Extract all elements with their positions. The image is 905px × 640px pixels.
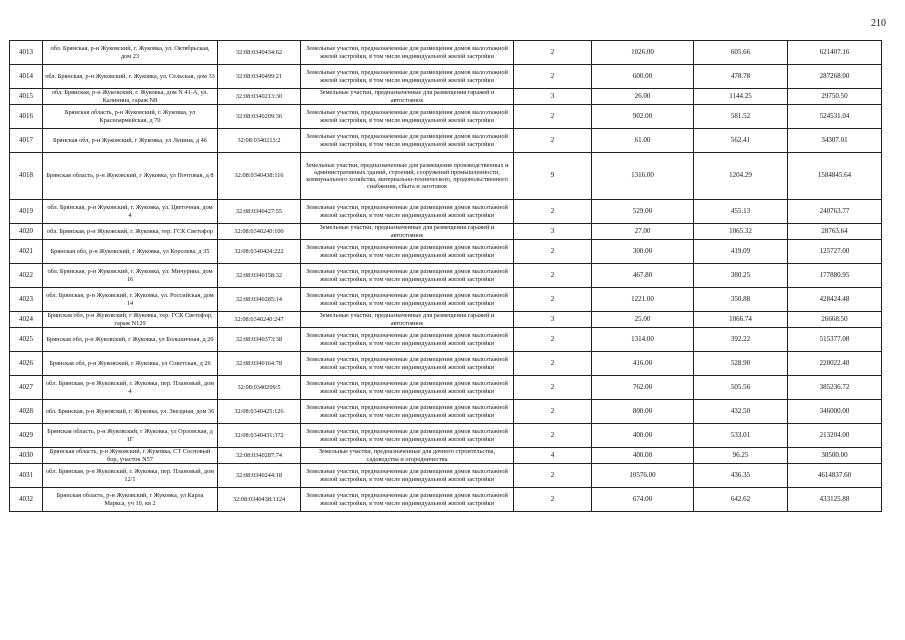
- row-number: 4029: [10, 424, 43, 448]
- row-number: 4026: [10, 352, 43, 376]
- cadastral-number-cell: 32:08:0340213:30: [218, 89, 301, 105]
- cadastral-value-cell: 621407.16: [788, 41, 882, 65]
- group-cell: 2: [514, 352, 592, 376]
- table-row: [10, 288, 882, 312]
- unit-value-cell: 419.09: [694, 240, 788, 264]
- cadastral-value-cell: 26668.50: [788, 312, 882, 328]
- group-cell: 2: [514, 376, 592, 400]
- group-cell: 2: [514, 41, 592, 65]
- unit-value-cell: 96.25: [694, 448, 788, 464]
- row-number: 4025: [10, 328, 43, 352]
- land-use-cell: Земельные участки, предназначенные для дачного строительства, садоводства и огородничества: [301, 448, 514, 464]
- cadastral-number-cell: 32:08:0340425:126: [218, 400, 301, 424]
- area-cell: 762.00: [592, 376, 694, 400]
- group-cell: 2: [514, 464, 592, 488]
- area-cell: 902.00: [592, 105, 694, 129]
- cadastral-number-cell: 32:08:0340438:116: [218, 153, 301, 200]
- land-use-cell: Земельные участки, предназначенные для размещения домов малоэтажной жилой застройки, в том числе индивидуальной жилой застройки: [301, 240, 514, 264]
- group-cell: 2: [514, 129, 592, 153]
- row-number: 4024: [10, 312, 43, 328]
- table-row: [10, 376, 882, 400]
- address-cell: Брянская область, р-н Жуковский, г Жуковка, СТ Сосновый бор, участок N57: [43, 448, 218, 464]
- address-cell: Брянская область, р-н Жуковский, г Жуковка, ул Орловская, д 1Г: [43, 424, 218, 448]
- land-use-cell: Земельные участки, предназначенные для размещения домов малоэтажной жилой застройки, в том числе индивидуальной жилой застройки: [301, 352, 514, 376]
- cadastral-value-cell: 4614837.60: [788, 464, 882, 488]
- table-row: [10, 65, 882, 89]
- area-cell: 400.00: [592, 448, 694, 464]
- group-cell: 2: [514, 65, 592, 89]
- cadastral-value-cell: 524531.04: [788, 105, 882, 129]
- cadastral-value-cell: 515377.08: [788, 328, 882, 352]
- table-row: [10, 41, 882, 65]
- area-cell: 800.00: [592, 400, 694, 424]
- unit-value-cell: 642.62: [694, 488, 788, 512]
- table-row: [10, 448, 882, 464]
- table-row: [10, 424, 882, 448]
- address-cell: Брянская область, р-н Жуковский, г Жуковка, ул Карла Маркса, уч 10, кв 2: [43, 488, 218, 512]
- address-cell: Брянская область, р-н Жуковский, г Жуковка, ул Почтовая, д 8: [43, 153, 218, 200]
- cadastral-number-cell: 32:08:0340285:14: [218, 288, 301, 312]
- unit-value-cell: 581.52: [694, 105, 788, 129]
- address-cell: Брянская область, р-н Жуковский, г. Жуковка, ул Красноармейская, д 70: [43, 105, 218, 129]
- unit-value-cell: 528.90: [694, 352, 788, 376]
- cadastral-value-table: [9, 40, 882, 512]
- row-number: 4031: [10, 464, 43, 488]
- address-cell: обл. Брянская, р-н Жуковский, г. Жуковка, пер. Плановый, дом 4: [43, 376, 218, 400]
- table-row: [10, 200, 882, 224]
- group-cell: 2: [514, 264, 592, 288]
- cadastral-number-cell: 32:08:0340438:1124: [218, 488, 301, 512]
- unit-value-cell: 380.25: [694, 264, 788, 288]
- address-cell: обл. Брянская, р-н Жуковский, г. Жуковка, ул. Октябрьская, дом 23: [43, 41, 218, 65]
- land-use-cell: Земельные участки, предназначенные для размещения домов малоэтажной жилой застройки, в том числе индивидуальной жилой застройки: [301, 105, 514, 129]
- unit-value-cell: 392.22: [694, 328, 788, 352]
- land-use-cell: Земельные участки, предназначенные для размещения домов малоэтажной жилой застройки, в том числе индивидуальной жилой застройки: [301, 65, 514, 89]
- unit-value-cell: 455.13: [694, 200, 788, 224]
- table-row: [10, 312, 882, 328]
- cadastral-number-cell: 32:08:0340158:32: [218, 264, 301, 288]
- land-use-cell: Земельные участки, предназначенные для размещения домов малоэтажной жилой застройки, в том числе индивидуальной жилой застройки: [301, 328, 514, 352]
- group-cell: 2: [514, 488, 592, 512]
- land-use-cell: Земельные участки, предназначенные для размещения домов малоэтажной жилой застройки, в том числе индивидуальной жилой застройки: [301, 376, 514, 400]
- address-cell: Брянская обл, р-н Жуковский, г Жуковка, ул Королева, д 35: [43, 240, 218, 264]
- land-use-cell: Земельные участки, предназначенные для размещения домов малоэтажной жилой застройки, в том числе индивидуальной жилой застройки: [301, 464, 514, 488]
- unit-value-cell: 533.01: [694, 424, 788, 448]
- land-use-cell: Земельные участки, предназначенные для размещения домов малоэтажной жилой застройки, в том числе индивидуальной жилой застройки: [301, 288, 514, 312]
- cadastral-value-cell: 433125.88: [788, 488, 882, 512]
- row-number: 4022: [10, 264, 43, 288]
- table-row: [10, 240, 882, 264]
- unit-value-cell: 432.50: [694, 400, 788, 424]
- cadastral-number-cell: 32:08:0340244:18: [218, 464, 301, 488]
- cadastral-number-cell: 32:08:0340431:372: [218, 424, 301, 448]
- cadastral-value-cell: 1584845.64: [788, 153, 882, 200]
- area-cell: 600.00: [592, 65, 694, 89]
- row-number: 4014: [10, 65, 43, 89]
- address-cell: обл. Брянская, р-н Жуковский, г. Жуковка, тер. ГСК Светофор: [43, 224, 218, 240]
- table-row: [10, 224, 882, 240]
- unit-value-cell: 1144.25: [694, 89, 788, 105]
- land-use-cell: Земельные участки, предназначенные для размещения домов малоэтажной жилой застройки, в том числе индивидуальной жилой застройки: [301, 264, 514, 288]
- cadastral-value-cell: 385236.72: [788, 376, 882, 400]
- row-number: 4018: [10, 153, 43, 200]
- cadastral-value-cell: 428424.48: [788, 288, 882, 312]
- group-cell: 2: [514, 424, 592, 448]
- cadastral-number-cell: 32:08:0340434:62: [218, 41, 301, 65]
- land-use-cell: Земельные участки, предназначенные для размещения домов малоэтажной жилой застройки, в том числе индивидуальной жилой застройки: [301, 488, 514, 512]
- table-row: [10, 153, 882, 200]
- unit-value-cell: 505.56: [694, 376, 788, 400]
- area-cell: 1314.00: [592, 328, 694, 352]
- cadastral-number-cell: 32:08:0340373:38: [218, 328, 301, 352]
- area-cell: 25.00: [592, 312, 694, 328]
- cadastral-value-cell: 220022.40: [788, 352, 882, 376]
- address-cell: обл. Брянская, р-н Жуковский, г. Жуковка, ул. Цветочная, дом 4: [43, 200, 218, 224]
- address-cell: Брянская обл, р-н Жуковский, г Жуковка, ул Большичная, д 20: [43, 328, 218, 352]
- row-number: 4032: [10, 488, 43, 512]
- unit-value-cell: 562.41: [694, 129, 788, 153]
- address-cell: обл. Брянская, р-н Жуковский, г. Жуковка, ул. Сельская, дом 33: [43, 65, 218, 89]
- table-row: [10, 105, 882, 129]
- cadastral-number-cell: 32:08:0340287:74: [218, 448, 301, 464]
- cadastral-number-cell: 32:08:0340209:36: [218, 105, 301, 129]
- cadastral-value-cell: 240763.77: [788, 200, 882, 224]
- address-cell: обл. Брянская, р-н Жуковский, г. Жуковка, пер. Плановый, дом 12/1: [43, 464, 218, 488]
- group-cell: 2: [514, 200, 592, 224]
- area-cell: 1316.00: [592, 153, 694, 200]
- cadastral-value-cell: 213204.00: [788, 424, 882, 448]
- land-use-cell: Земельные участки, предназначенные для размещения производственных и административных зданий, строений, сооружений промышленности, коммунального хозяйства, материально-технического, продовольственного снабжения, сбыта и заготовок: [301, 153, 514, 200]
- group-cell: 2: [514, 400, 592, 424]
- land-use-cell: Земельные участки, предназначенные для размещения гаражей и автостоянок: [301, 224, 514, 240]
- land-use-cell: Земельные участки, предназначенные для размещения гаражей и автостоянок: [301, 89, 514, 105]
- table-row: [10, 328, 882, 352]
- area-cell: 300.00: [592, 240, 694, 264]
- area-cell: 416.00: [592, 352, 694, 376]
- land-use-cell: Земельные участки, предназначенные для размещения домов малоэтажной жилой застройки, в том числе индивидуальной жилой застройки: [301, 200, 514, 224]
- cadastral-value-cell: 34307.01: [788, 129, 882, 153]
- row-number: 4020: [10, 224, 43, 240]
- unit-value-cell: 436.35: [694, 464, 788, 488]
- cadastral-number-cell: 32:08:0340424:222: [218, 240, 301, 264]
- land-use-cell: Земельные участки, предназначенные для размещения домов малоэтажной жилой застройки, в том числе индивидуальной жилой застройки: [301, 424, 514, 448]
- land-use-cell: Земельные участки, предназначенные для размещения домов малоэтажной жилой застройки, в том числе индивидуальной жилой застройки: [301, 41, 514, 65]
- area-cell: 467.80: [592, 264, 694, 288]
- cadastral-number-cell: 32:08:0340209:5: [218, 376, 301, 400]
- unit-value-cell: 1065.32: [694, 224, 788, 240]
- cadastral-number-cell: 32:08:0340240:247: [218, 312, 301, 328]
- land-use-cell: Земельные участки, предназначенные для размещения гаражей и автостоянок: [301, 312, 514, 328]
- row-number: 4028: [10, 400, 43, 424]
- address-cell: обл. Брянская, р-н Жуковский, г. Жуковка, ул. Российская, дом 14: [43, 288, 218, 312]
- page-number: 210: [871, 18, 886, 29]
- unit-value-cell: 478.78: [694, 65, 788, 89]
- group-cell: 2: [514, 328, 592, 352]
- address-cell: обл. Брянская, р-н Жуковский, г. Жуковка, ул. Мичурина, дом 16: [43, 264, 218, 288]
- row-number: 4023: [10, 288, 43, 312]
- group-cell: 3: [514, 224, 592, 240]
- area-cell: 400.00: [592, 424, 694, 448]
- area-cell: 1026.00: [592, 41, 694, 65]
- row-number: 4027: [10, 376, 43, 400]
- cadastral-number-cell: 32:08:0340240:100: [218, 224, 301, 240]
- unit-value-cell: 350.88: [694, 288, 788, 312]
- address-cell: обл. Брянская, р-н Жуковский, г. Жуковка, дом N 41-А, ул. Калинина, гараж N8: [43, 89, 218, 105]
- group-cell: 2: [514, 240, 592, 264]
- row-number: 4017: [10, 129, 43, 153]
- row-number: 4030: [10, 448, 43, 464]
- cadastral-value-cell: 125727.00: [788, 240, 882, 264]
- table-row: [10, 488, 882, 512]
- cadastral-value-cell: 29750.50: [788, 89, 882, 105]
- land-use-cell: Земельные участки, предназначенные для размещения домов малоэтажной жилой застройки, в том числе индивидуальной жилой застройки: [301, 400, 514, 424]
- cadastral-value-cell: 346000.00: [788, 400, 882, 424]
- unit-value-cell: 605.66: [694, 41, 788, 65]
- table-row: [10, 129, 882, 153]
- group-cell: 3: [514, 89, 592, 105]
- row-number: 4015: [10, 89, 43, 105]
- cadastral-number-cell: 32:08:0340427:55: [218, 200, 301, 224]
- area-cell: 10576.00: [592, 464, 694, 488]
- cadastral-value-cell: 38500.00: [788, 448, 882, 464]
- cadastral-value-cell: 287268.00: [788, 65, 882, 89]
- table-row: [10, 264, 882, 288]
- table-row: [10, 464, 882, 488]
- area-cell: 674.00: [592, 488, 694, 512]
- cadastral-value-cell: 28763.64: [788, 224, 882, 240]
- address-cell: Брянская обл, р-н Жуковский, г Жуковка, ул Ленина, д 46: [43, 129, 218, 153]
- area-cell: 61.00: [592, 129, 694, 153]
- table-row: [10, 352, 882, 376]
- cadastral-number-cell: 32:08:0340164:78: [218, 352, 301, 376]
- unit-value-cell: 1204.29: [694, 153, 788, 200]
- cadastral-number-cell: 32:08:0340499:21: [218, 65, 301, 89]
- group-cell: 9: [514, 153, 592, 200]
- group-cell: 3: [514, 312, 592, 328]
- table-row: [10, 400, 882, 424]
- area-cell: 1221.00: [592, 288, 694, 312]
- cadastral-number-cell: 32:08:0340213:2: [218, 129, 301, 153]
- row-number: 4021: [10, 240, 43, 264]
- address-cell: Брянская обл, р-н Жуковский, г Жуковка, тер. ГСК Светофор, гараж N129: [43, 312, 218, 328]
- area-cell: 26.00: [592, 89, 694, 105]
- row-number: 4019: [10, 200, 43, 224]
- row-number: 4016: [10, 105, 43, 129]
- address-cell: обл. Брянская, р-н Жуковский, г. Жуковка, ул. Звездная, дом 36: [43, 400, 218, 424]
- address-cell: Брянская обл, р-н Жуковский, г Жуковка, ул Советская, д 26: [43, 352, 218, 376]
- group-cell: 4: [514, 448, 592, 464]
- table-row: [10, 89, 882, 105]
- group-cell: 2: [514, 105, 592, 129]
- land-use-cell: Земельные участки, предназначенные для размещения домов малоэтажной жилой застройки, в том числе индивидуальной жилой застройки: [301, 129, 514, 153]
- row-number: 4013: [10, 41, 43, 65]
- cadastral-value-cell: 177880.95: [788, 264, 882, 288]
- area-cell: 27.00: [592, 224, 694, 240]
- unit-value-cell: 1066.74: [694, 312, 788, 328]
- group-cell: 2: [514, 288, 592, 312]
- area-cell: 529.00: [592, 200, 694, 224]
